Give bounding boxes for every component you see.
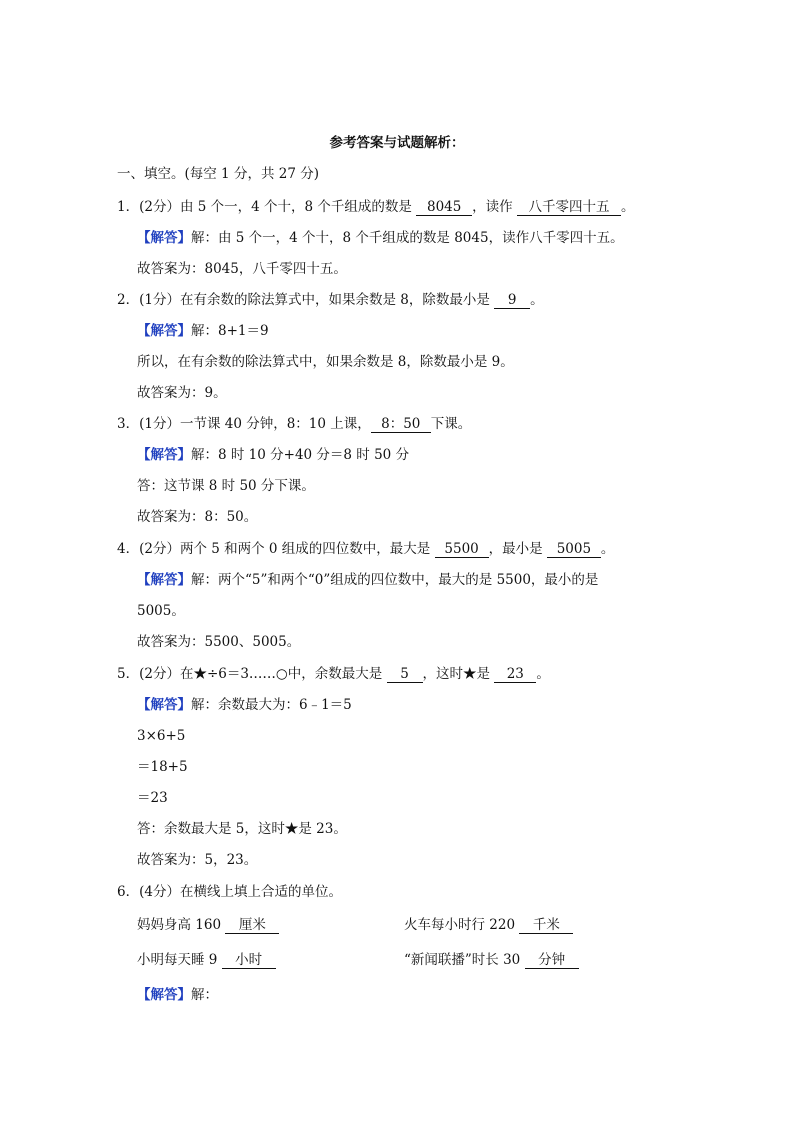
section-heading: 一、填空。(每空 1 分，共 27 分) (117, 166, 319, 182)
q6-blank-3: 小时 (222, 952, 276, 969)
q5-step-1: 3×6+5 (137, 728, 186, 744)
question-5: 5．(2分）在★÷6＝3……○中，余数最大是 5 ，这时★是 23 。 (117, 666, 550, 682)
q5-answer-blank-1: 5 (387, 666, 423, 683)
q2-answer: 故答案为：9。 (137, 385, 227, 401)
q2-solution: 【解答】解：8+1＝9 (137, 323, 269, 339)
q6-item-4: “新闻联播”时长 30 分钟 (404, 951, 579, 969)
q1-answer-blank-1: 8045 (416, 199, 472, 216)
q5-answer-blank-2: 23 (494, 666, 536, 683)
q4-answer-blank-1: 5500 (435, 541, 489, 558)
q4-answer-blank-2: 5005 (547, 541, 601, 558)
question-6: 6．(4分）在横线上填上合适的单位。 (117, 884, 342, 900)
q6-blank-4: 分钟 (525, 952, 579, 969)
q4-solution: 【解答】解：两个“5”和两个“0”组成的四位数中，最大的是 5500，最小的是 (137, 572, 599, 588)
q1-answer-blank-2: 八千零四十五 (517, 199, 621, 216)
q6-blank-1: 厘米 (225, 917, 279, 934)
q5-answer: 故答案为：5，23。 (137, 852, 258, 868)
question-2: 2．(1分）在有余数的除法算式中，如果余数是 8，除数最小是 9 。 (117, 292, 544, 308)
q6-item-1: 妈妈身高 160 厘米 (137, 916, 279, 934)
q1-solution: 【解答】解：由 5 个一，4 个十，8 个千组成的数是 8045，读作八千零四十五。 (137, 230, 624, 246)
q5-solution: 【解答】解：余数最大为：6﹣1＝5 (137, 697, 352, 713)
solution-tag: 【解答】 (137, 323, 191, 339)
q6-blank-2: 千米 (519, 917, 573, 934)
page-title: 参考答案与试题解析： (329, 135, 465, 151)
question-4: 4．(2分）两个 5 和两个 0 组成的四位数中，最大是 5500 ，最小是 5005 。 (117, 541, 615, 557)
solution-tag: 【解答】 (137, 230, 191, 246)
q2-answer-blank-1: 9 (494, 292, 530, 309)
q6-item-2: 火车每小时行 220 千米 (404, 916, 573, 934)
q3-answer-blank-1: 8：50 (371, 416, 431, 433)
q6-item-3: 小明每天睡 9 小时 (137, 951, 276, 969)
solution-tag: 【解答】 (137, 987, 191, 1003)
solution-tag: 【解答】 (137, 447, 191, 463)
q6-solution: 【解答】解： (137, 987, 218, 1003)
q2-explanation: 所以，在有余数的除法算式中，如果余数是 8，除数最小是 9。 (137, 354, 514, 370)
q5-step-2: ＝18+5 (137, 759, 188, 775)
question-3: 3．(1分）一节课 40 分钟，8：10 上课， 8：50 下课。 (117, 416, 472, 432)
q1-answer: 故答案为：8045，八千零四十五。 (137, 261, 347, 277)
q5-step-3: ＝23 (137, 790, 168, 806)
question-1: 1．(2分）由 5 个一，4 个十，8 个千组成的数是 8045 ，读作 八千零四十五 。 (117, 199, 635, 215)
q4-explanation: 5005。 (137, 603, 185, 619)
solution-tag: 【解答】 (137, 697, 191, 713)
q5-explanation: 答：余数最大是 5，这时★是 23。 (137, 821, 347, 837)
solution-tag: 【解答】 (137, 572, 191, 588)
q4-answer: 故答案为：5500、5005。 (137, 634, 301, 650)
q3-answer: 故答案为：8：50。 (137, 509, 258, 525)
q3-explanation: 答：这节课 8 时 50 分下课。 (137, 478, 315, 494)
q3-solution: 【解答】解：8 时 10 分+40 分＝8 时 50 分 (137, 447, 410, 463)
